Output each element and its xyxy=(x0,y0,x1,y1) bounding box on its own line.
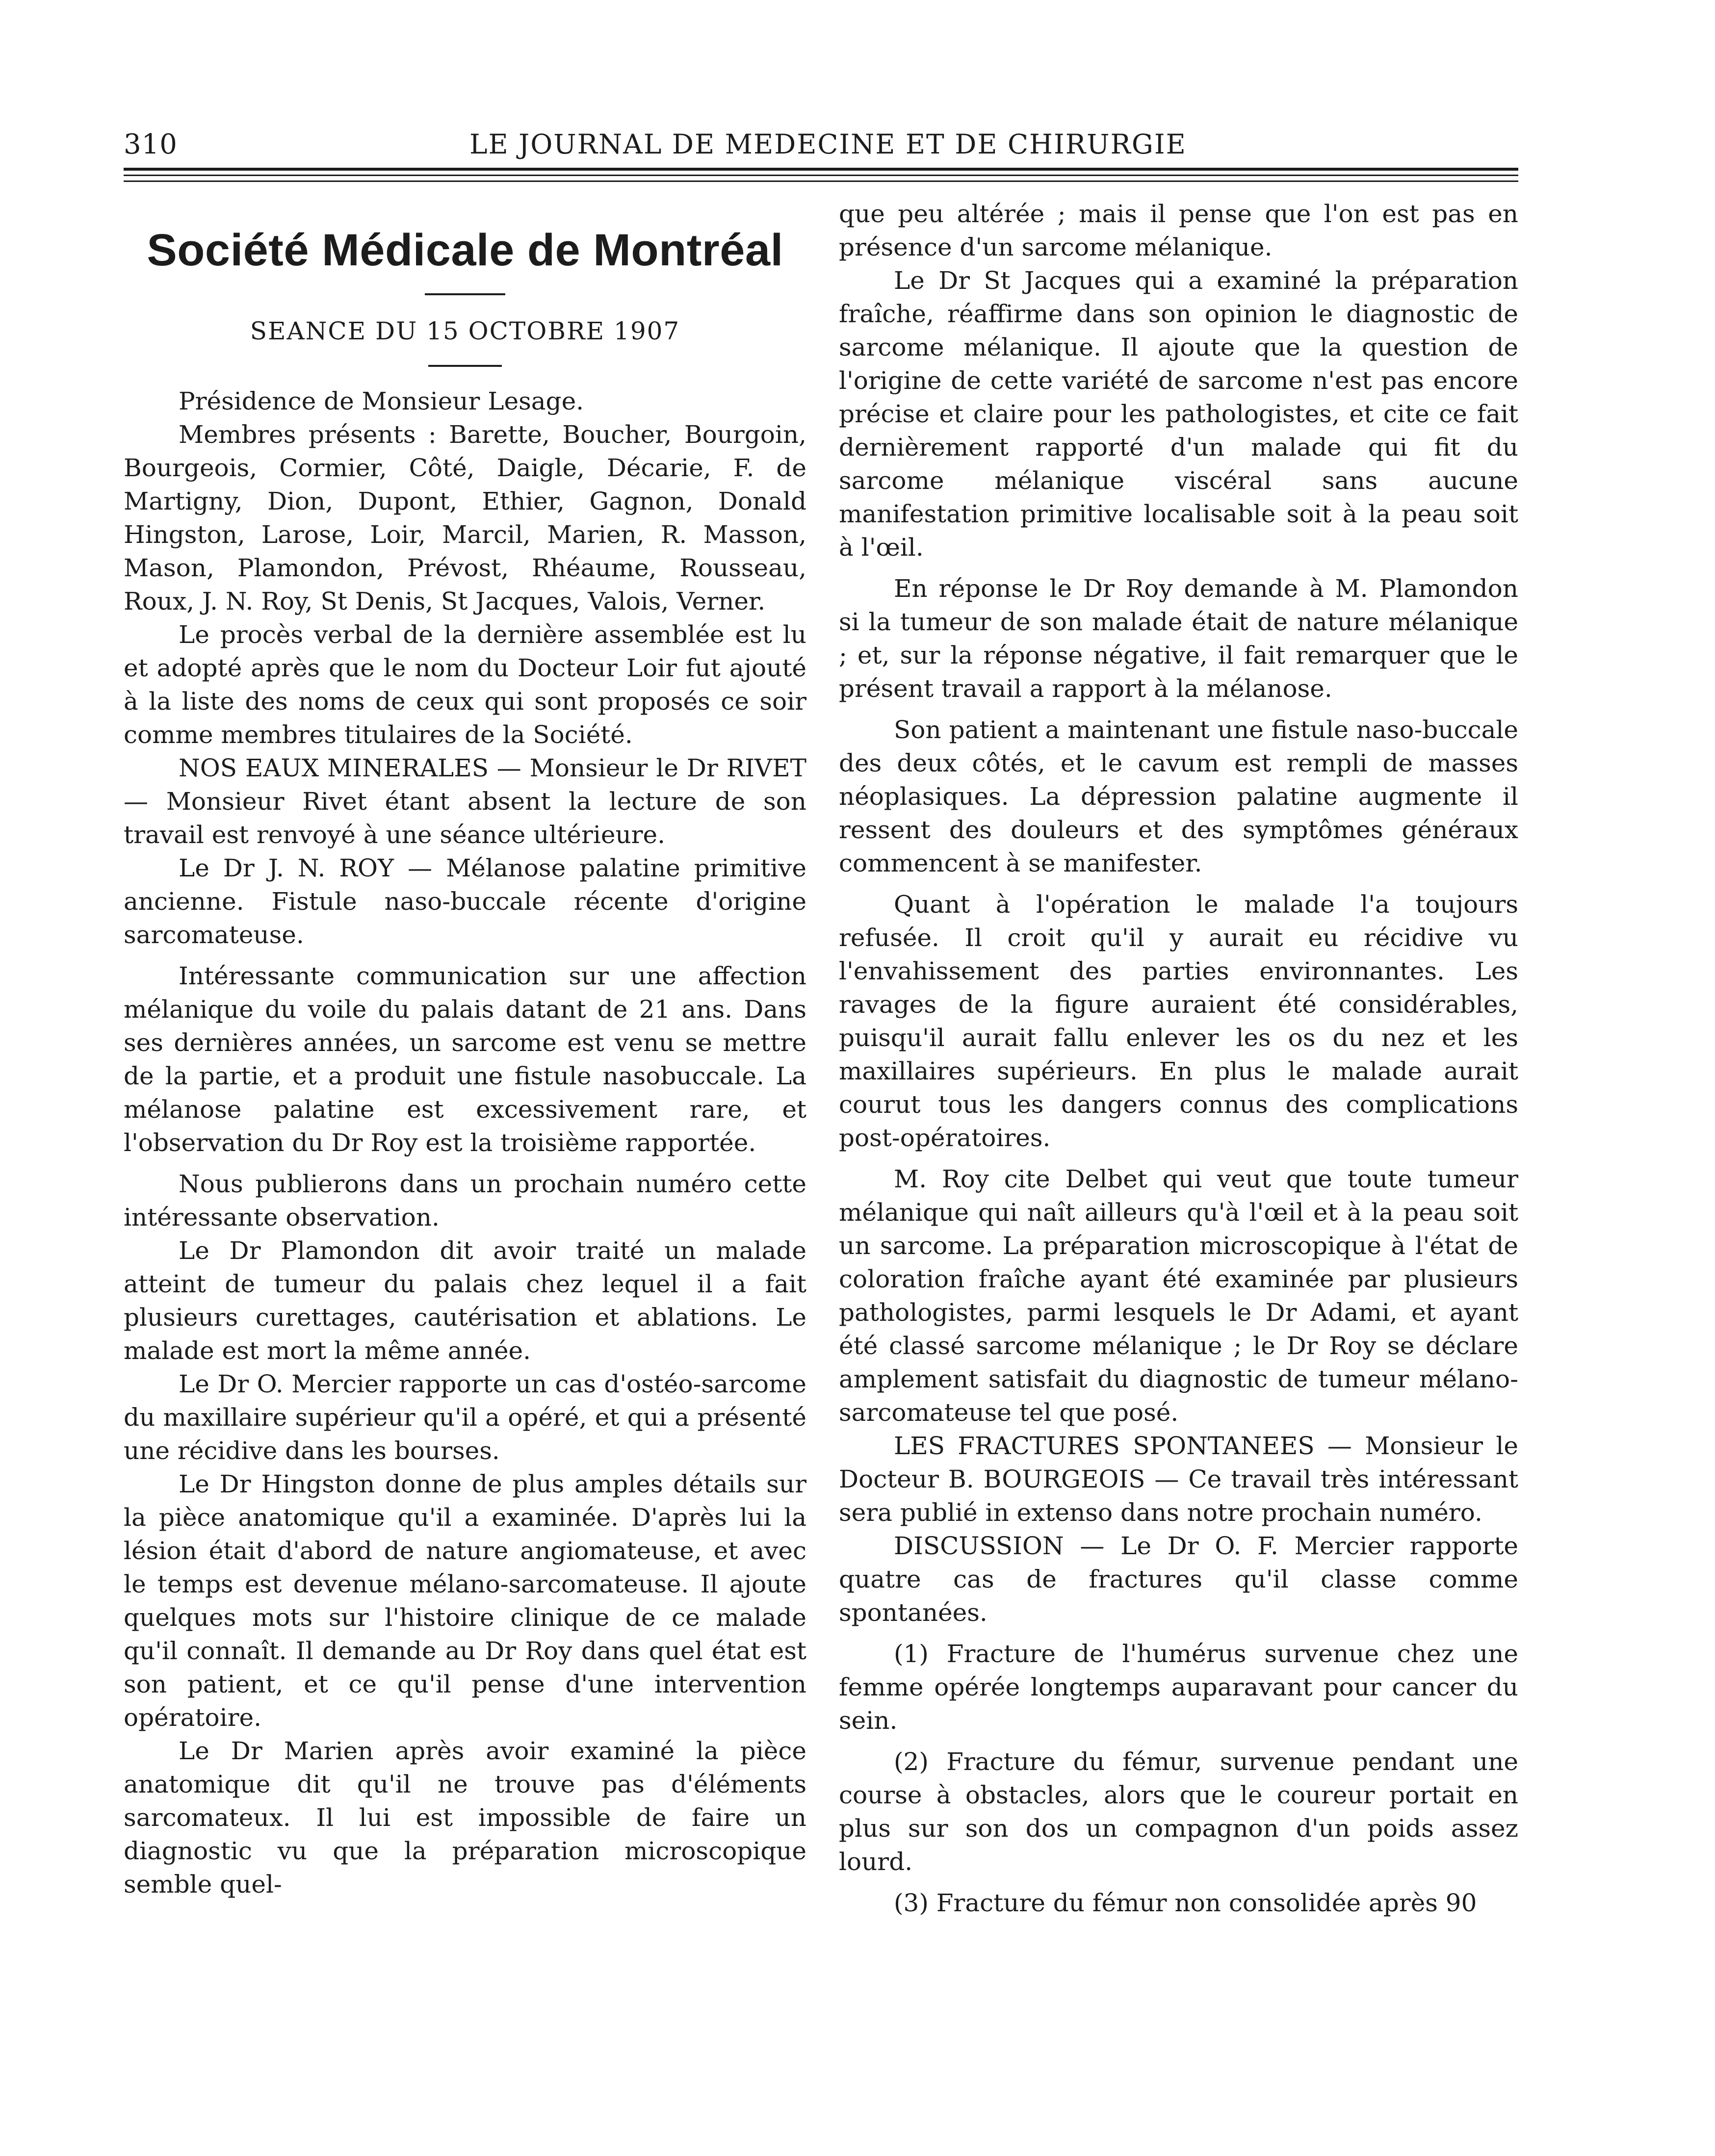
session-heading: SEANCE DU 15 OCTOBRE 1907 xyxy=(250,317,680,345)
paragraph: Intéressante communication sur une affection mélanique du voile du palais datant de 21 ans. Dans ses dernières années, un sarcome est venu se mettre de la partie, et a produit une fistule nasobuccale. La mélanose palatine est excessivement rare, et l'observation du Dr Roy est la troisième rapportée. xyxy=(124,962,806,1157)
paragraph: (3) Fracture du fémur non consolidée après 90 xyxy=(894,1889,1477,1917)
paragraph: LES FRACTURES SPONTANEES — Monsieur le Docteur B. BOURGEOIS — Ce travail très intéressant sera publié in extenso dans notre prochain numéro. xyxy=(839,1432,1518,1527)
paragraph: Présidence de Monsieur Lesage. xyxy=(179,387,584,415)
session-divider xyxy=(428,365,502,367)
header-rule xyxy=(124,180,1518,182)
paragraph: (1) Fracture de l'humérus survenue chez une femme opérée longtemps auparavant pour cancer du sein. xyxy=(839,1640,1518,1735)
paragraph: Le Dr O. Mercier rapporte un cas d'ostéo-sarcome du maxillaire supérieur qu'il a opéré, et qui a présenté une récidive dans les bourses. xyxy=(124,1370,806,1465)
right-column xyxy=(839,197,1518,1920)
paragraph: Le Dr J. N. ROY — Mélanose palatine primitive ancienne. Fistule naso-buccale récente d'origine sarcomateuse. xyxy=(124,854,806,949)
paragraph: Quant à l'opération le malade l'a toujours refusée. Il croit qu'il y aurait eu récidive vu l'envahissement des parties environnantes. Les ravages de la figure auraient été considérables, puisqu'il aurait fallu enlever les os du nez et les maxillaires supérieurs. En plus le malade aurait courut tous les dangers connus des complications post-opératoires. xyxy=(839,890,1518,1152)
header-rule xyxy=(124,175,1518,176)
paragraph: Membres présents : Barette, Boucher, Bourgoin, Bourgeois, Cormier, Côté, Daigle, Décarie, F. de Martigny, Dion, Dupont, Ethier, Gagnon, Donald Hingston, Larose, Loir, Marcil, Marien, R. Masson, Mason, Plamondon, Prévost, Rhéaume, Rousseau, Roux, J. N. Roy, St Denis, St Jacques, Valois, Verner. xyxy=(124,420,806,616)
paragraph: Le Dr Hingston donne de plus amples détails sur la pièce anatomique qu'il a examinée. D'après lui la lésion était d'abord de nature angiomateuse, et avec le temps est devenue mélano-sarcomateuse. Il ajoute quelques mots sur l'histoire clinique de ce malade qu'il connaît. Il demande au Dr Roy dans quel état est son patient, et ce qu'il pense d'une intervention opératoire. xyxy=(124,1470,806,1732)
page-number: 310 xyxy=(124,128,178,160)
title-divider xyxy=(425,293,505,295)
paragraph: que peu altérée ; mais il pense que l'on est pas en présence d'un sarcome mélanique. xyxy=(839,200,1518,261)
paragraph: (2) Fracture du fémur, survenue pendant une course à obstacles, alors que le coureur portait en plus sur son dos un compagnon d'un poids assez lourd. xyxy=(839,1747,1518,1876)
article-title: Société Médicale de Montréal xyxy=(147,225,783,275)
paragraph: Le procès verbal de la dernière assemblée est lu et adopté après que le nom du Docteur Loir fut ajouté à la liste des noms de ceux qui sont proposés ce soir comme membres titulaires de la Société. xyxy=(124,620,806,749)
left-column xyxy=(124,186,806,1901)
paragraph: M. Roy cite Delbet qui veut que toute tumeur mélanique qui naît ailleurs qu'à l'œil et à la peau soit un sarcome. La préparation microscopique à l'état de coloration fraîche ayant été examinée par plusieurs pathologistes, parmi lesquels le Dr Adami, et ayant été classé sarcome mélanique ; le Dr Roy se déclare amplement satisfait du diagnostic de tumeur mélano-sarcomateuse tel que posé. xyxy=(839,1165,1518,1427)
paragraph: En réponse le Dr Roy demande à M. Plamondon si la tumeur de son malade était de nature mélanique ; et, sur la réponse négative, il fait remarquer que le présent travail a rapport à la mélanose. xyxy=(839,574,1518,703)
running-header xyxy=(124,128,1518,160)
paragraph: Le Dr Marien après avoir examiné la pièce anatomique dit qu'il ne trouve pas d'éléments sarcomateux. Il lui est impossible de faire un diagnostic vu que la préparation microscopique semble quel- xyxy=(124,1737,806,1899)
paragraph: DISCUSSION — Le Dr O. F. Mercier rapporte quatre cas de fractures qu'il classe comme spontanées. xyxy=(839,1532,1518,1627)
journal-title: LE JOURNAL DE MEDECINE ET DE CHIRURGIE xyxy=(469,128,1187,160)
paragraph: Le Dr Plamondon dit avoir traité un malade atteint de tumeur du palais chez lequel il a fait plusieurs curettages, cautérisation et ablations. Le malade est mort la même année. xyxy=(124,1236,806,1365)
header-rule xyxy=(124,168,1518,171)
paragraph: NOS EAUX MINERALES — Monsieur le Dr RIVET — Monsieur Rivet étant absent la lecture de son travail est renvoyé à une séance ultérieure. xyxy=(124,754,806,849)
paragraph: Nous publierons dans un prochain numéro cette intéressante observation. xyxy=(124,1170,806,1232)
paragraph: Le Dr St Jacques qui a examiné la préparation fraîche, réaffirme dans son opinion le diagnostic de sarcome mélanique. Il ajoute que la question de l'origine de cette variété de sarcome n'est pas encore précise et claire pour les pathologistes, et cite ce fait dernièrement rapporté d'un malade qui fit du sarcome mélanique viscéral sans aucune manifestation primitive localisable soit à la peau soit à l'œil. xyxy=(839,266,1518,562)
paragraph: Son patient a maintenant une fistule naso-buccale des deux côtés, et le cavum est rempli de masses néoplasiques. La dépression palatine augmente il ressent des douleurs et des symptômes généraux commencent à se manifester. xyxy=(839,716,1518,877)
